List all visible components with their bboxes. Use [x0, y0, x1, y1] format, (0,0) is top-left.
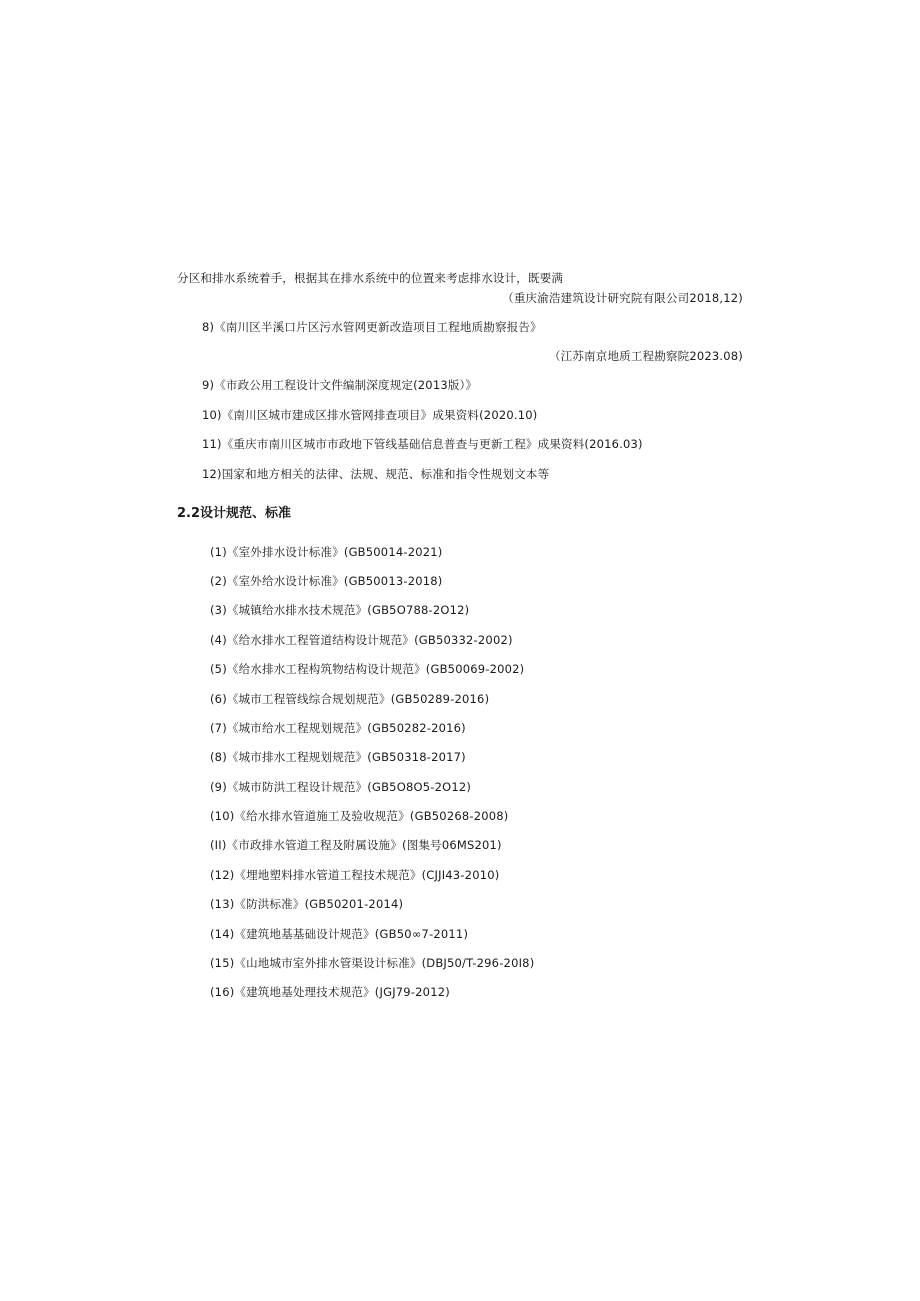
standard-item-14: (14)《建筑地基基础设计规范》(GB50∞7-2011)	[210, 927, 469, 941]
reference-9: 9)《市政公用工程设计文件编制深度规定(2013版）》	[202, 378, 478, 392]
standard-item-7: (7)《城市给水工程规划规范》(GB50282-2016)	[210, 721, 466, 735]
standard-item-3: (3)《城镇给水排水技术规范》(GB5O788-2O12)	[210, 603, 470, 617]
reference-8: 8)《南川区半溪口片区污水管网更新改造项目工程地质勘察报告》	[202, 320, 542, 334]
standard-item-2: (2)《室外给水设计标准》(GB50013-2018)	[210, 574, 443, 588]
reference-10: 10)《南川区城市建成区排水管网排查项目》成果资料(2020.10)	[202, 408, 538, 422]
reference-11: 11)《重庆市南川区城市市政地下管线基础信息普查与更新工程》成果资料(2016.03)	[202, 437, 643, 451]
standard-item-10: (10)《给水排水管道施工及验收规范》(GB50268-2008)	[210, 809, 509, 823]
intro-paragraph-line: 分区和排水系统着手，根据其在排水系统中的位置来考虑排水设计，既要满	[177, 271, 564, 285]
standard-item-15: (15)《山地城市室外排水管渠设计标准》(DBJ50/T-296-20I8)	[210, 956, 535, 970]
section-heading: 2.2设计规范、标准	[177, 506, 292, 521]
standard-item-9: (9)《城市防洪工程设计规范》(GB5O8O5-2O12)	[210, 780, 472, 794]
standard-item-1: (1)《室外排水设计标准》(GB50014-2021)	[210, 545, 443, 559]
standard-item-4: (4)《给水排水工程管道结构设计规范》(GB50332-2002)	[210, 633, 513, 647]
standard-item-12: (12)《埋地塑料排水管道工程技术规范》(CJJI43-2010)	[210, 868, 500, 882]
standard-item-16: (16)《建筑地基处理技术规范》(JGJ79-2012)	[210, 985, 450, 999]
standard-item-13: (13)《防洪标准》(GB50201-2014)	[210, 897, 404, 911]
standard-item-5: (5)《给水排水工程构筑物结构设计规范》(GB50069-2002)	[210, 662, 525, 676]
standard-item-6: (6)《城市工程管线综合规划规范》(GB50289-2016)	[210, 692, 490, 706]
reference-7-source: （重庆渝浩建筑设计研究院有限公司2018,12)	[502, 291, 743, 305]
standard-item-11: (II)《市政排水管道工程及附属设施》(图集号06MS201)	[210, 838, 502, 852]
reference-8-source: （江苏南京地质工程勘察院2023.08)	[548, 349, 743, 363]
standard-item-8: (8)《城市排水工程规划规范》(GB50318-2017)	[210, 750, 466, 764]
reference-12: 12)国家和地方相关的法律、法规、规范、标准和指令性规划文本等	[202, 467, 550, 481]
